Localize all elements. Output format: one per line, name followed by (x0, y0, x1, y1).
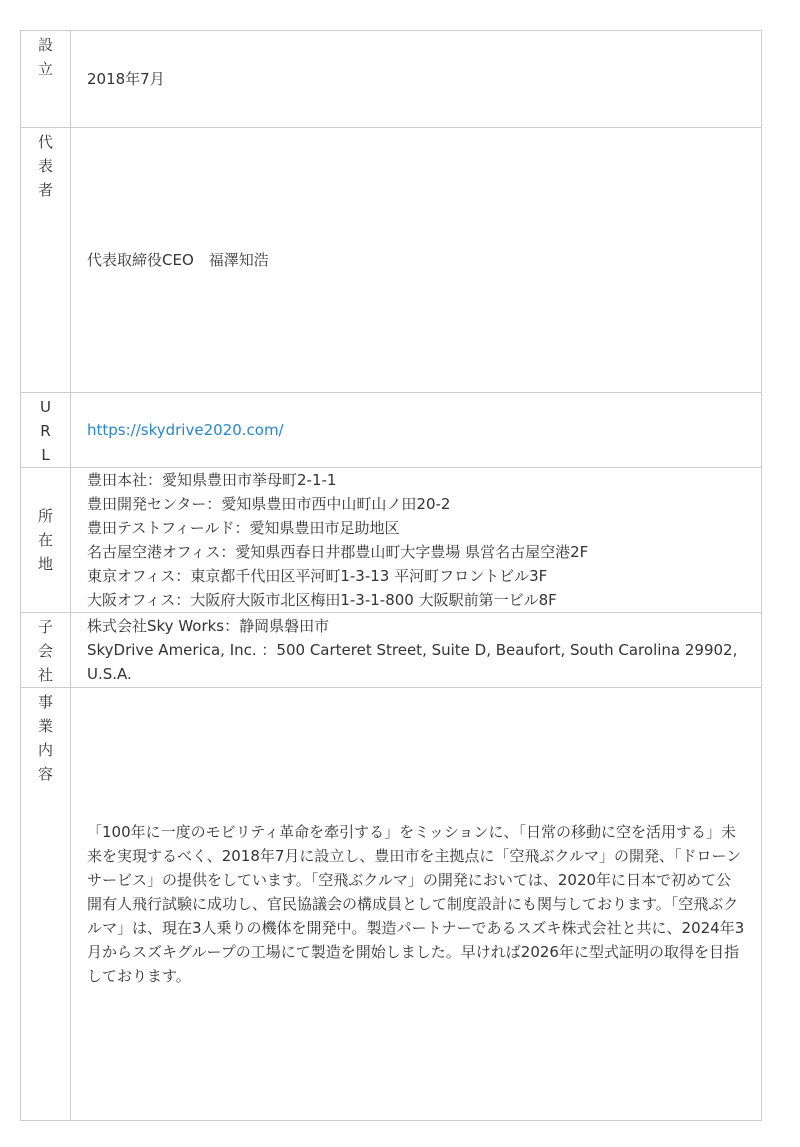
row-business (21, 688, 762, 1121)
founded-value: 2018年7月 (87, 70, 165, 88)
value-cell (71, 128, 762, 393)
label-cell (21, 31, 71, 128)
website-link[interactable]: https://skydrive2020.com/ (87, 421, 284, 439)
founded-label: 設立 (37, 36, 53, 78)
location-item: 名古屋空港オフィス：愛知県西春日井郡豊山町大字豊場 県営名古屋空港2F (87, 543, 589, 561)
label-cell (21, 613, 71, 688)
subsidiaries-label: 子会社 (37, 618, 53, 684)
value-cell (71, 31, 762, 128)
subsidiary-item: 株式会社Sky Works：静岡県磐田市 (87, 617, 330, 635)
value-cell (71, 468, 762, 613)
row-representative (21, 128, 762, 393)
label-cell (21, 688, 71, 1121)
locations-label: 所在地 (37, 507, 53, 573)
value-cell (71, 393, 762, 468)
subsidiary-item: SkyDrive America, Inc. ：500 Carteret Street, Suite D, Beaufort, South Carolina 29902, U.S.A. (87, 641, 738, 683)
location-item: 豊田開発センター：愛知県豊田市西中山町山ノ田20-2 (87, 495, 451, 513)
url-label: URL (40, 398, 51, 464)
value-cell (71, 613, 762, 688)
location-item: 豊田本社：愛知県豊田市挙母町2-1-1 (87, 471, 337, 489)
value-cell (71, 688, 762, 1121)
label-cell (21, 128, 71, 393)
row-subsidiaries (21, 613, 762, 688)
representative-label: 代表者 (37, 133, 53, 199)
label-cell (21, 393, 71, 468)
representative-value: 代表取締役CEO 福澤知浩 (87, 251, 269, 269)
business-label: 事業内容 (37, 693, 53, 783)
location-item: 大阪オフィス：大阪府大阪市北区梅田1-3-1-800 大阪駅前第一ビル8F (87, 591, 557, 609)
location-item: 豊田テストフィールド：愛知県豊田市足助地区 (87, 519, 400, 537)
row-founded (21, 31, 762, 128)
business-description: 「100年に一度のモビリティ革命を牽引する」をミッションに、「日常の移動に空を活用する」未来を実現するべく、2018年7月に設立し、豊田市を主拠点に「空飛ぶクルマ」の開発、「ドローンサービス」の提供をしています。「空飛ぶクルマ」の開発においては、2020年に日本で初めて公開有人飛行試験に成功し、官民協議会の構成員として制度設計にも関与しております。「空飛ぶクルマ」は、現在3人乗りの機体を開発中。製造パートナーであるスズキ株式会社と共に、2024年3月からスズキグループの工場にて製造を開始しました。早ければ2026年に型式証明の取得を目指しております。 (87, 823, 745, 985)
location-item: 東京オフィス：東京都千代田区平河町1-3-13 平河町フロントビル3F (87, 567, 548, 585)
row-locations (21, 468, 762, 613)
label-cell (21, 468, 71, 613)
company-profile-table (20, 30, 762, 1121)
row-url (21, 393, 762, 468)
